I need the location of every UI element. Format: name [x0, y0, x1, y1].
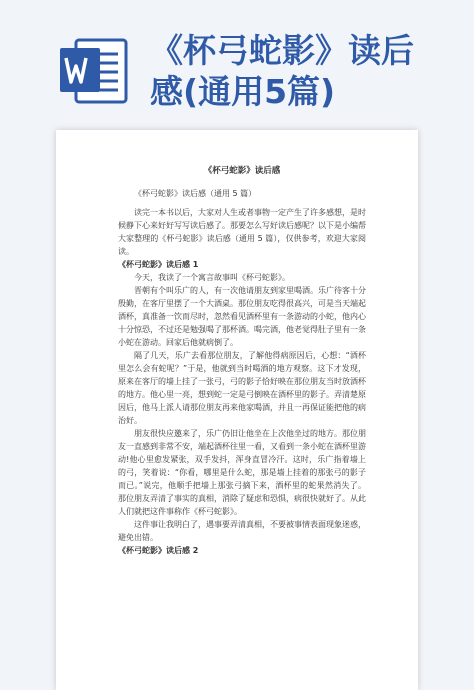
document-title: 《杯弓蛇影》读后感: [203, 166, 281, 176]
title-line-2: 感(通用5篇): [150, 72, 336, 111]
document-subtitle: 《杯弓蛇影》读后感（通用 5 篇）: [134, 189, 257, 198]
paragraph-2: 晋朝有个叫乐广的人，有一次他请朋友到家里喝酒。乐广待客十分殷勤，在客厅里摆了一个大酒桌。那位朋友吃得很高兴，可是当天端起酒杯，真准备一饮而尽时，忽然看见酒杯里有一条游动的小蛇，他内心十分惊恐，不过还是勉强喝了那杯酒。喝完酒，他老觉得肚子里有一条小蛇在游动。回家后他就病倒了。: [118, 286, 366, 347]
page-title: [150, 30, 468, 112]
page-header: [0, 0, 474, 140]
paragraph-1: 今天，我读了一个寓言故事叫《杯弓蛇影》。: [134, 273, 290, 282]
section-1-title: 《杯弓蛇影》读后感 1: [118, 260, 199, 269]
paragraph-5: 这件事让我明白了，遇事要弄清真相，不要被事情表面现象迷惑，避免出错。: [118, 520, 366, 542]
paragraph-4: 朋友很快应邀来了，乐广仍旧让他坐在上次他坐过的地方。那位朋友一直感到非常不安，端起酒杯往里一看，又看到一条小蛇在酒杯里游动!他心里愈发紧张，双手发抖，浑身直冒冷汗。这时，乐广指着墙上的弓，笑着说：“你看，哪里是什么蛇，那是墙上挂着的那张弓的影子而已。”说完，他顺手把墙上那张弓摘下来，酒杯里的蛇果然消失了。那位朋友弄清了事实的真相，消除了疑虑和恐惧，病很快就好了。从此人们就把这件事称作《杯弓蛇影》。: [118, 429, 366, 516]
word-document-icon: [58, 34, 130, 106]
title-line-1: 《杯弓蛇影》读后: [150, 31, 414, 70]
section-2-title: 《杯弓蛇影》读后感 2: [118, 546, 199, 555]
paragraph-3: 隔了几天，乐广去看那位朋友，了解他得病原因后，心想：“酒杯里怎么会有蛇呢？”于是，他就到当时喝酒的地方观察。这下才发现，原来在客厅的墙上挂了一张弓，弓的影子恰好映在那位朋友当时放酒杯的地方。他心里一亮，想到蛇一定是弓倒映在酒杯里的影子。弄清楚原因后，他马上派人请那位朋友再来他家喝酒，并且一再保证能把他的病治好。: [118, 351, 366, 425]
document-body: [118, 165, 366, 557]
intro-paragraph: 读完一本书以后，大家对人生或者事物一定产生了许多感想，是时候静下心来好好写写读后感了。那要怎么写好读后感呢？以下是小编帮大家整理的《杯弓蛇影》读后感（通用 5 篇），仅供参考，欢迎大家阅读。: [118, 208, 366, 256]
document-page: [56, 130, 418, 690]
